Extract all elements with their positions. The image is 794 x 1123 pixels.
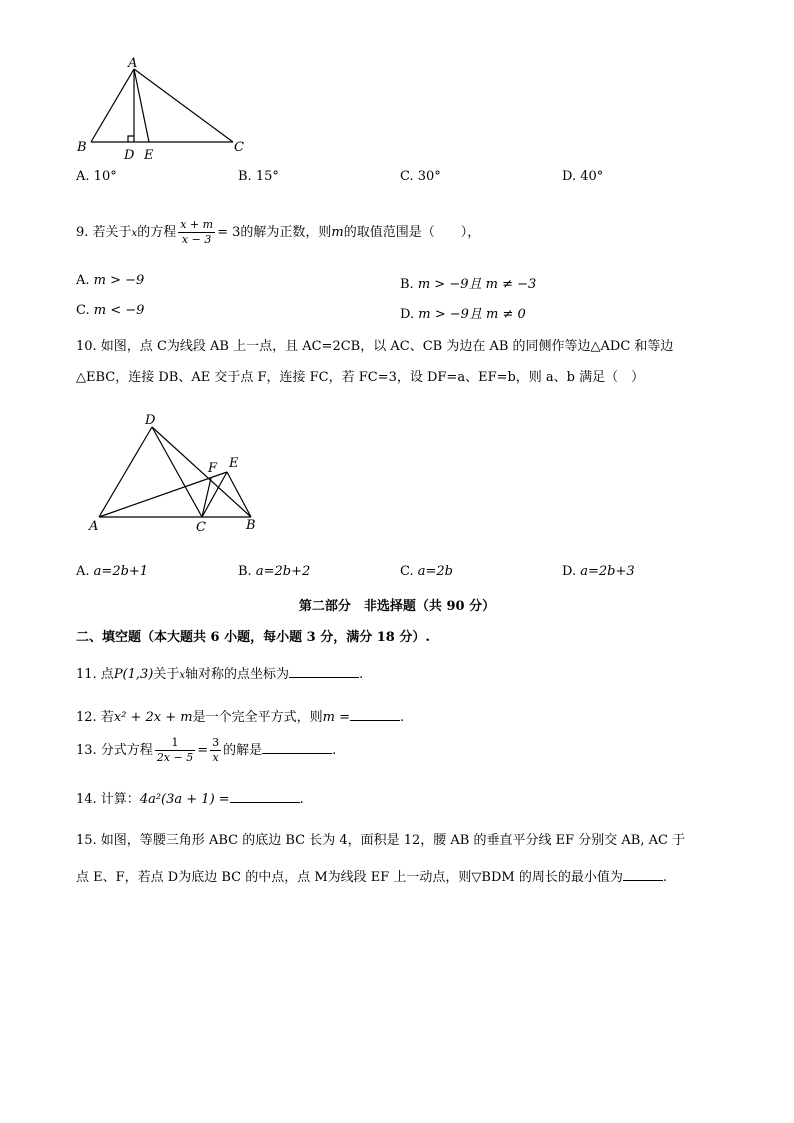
q11-answer-blank[interactable] (289, 665, 359, 678)
q8-figure (70, 55, 260, 165)
label-b: B (246, 518, 256, 533)
q15-line2: 点 E、F，若点 D为底边 BC 的中点，点 M为线段 EF 上一动点，则▽BDM 的周长的最小值为 . (76, 870, 667, 885)
right-angle-mark (128, 136, 134, 142)
q14-answer-blank[interactable] (230, 790, 300, 803)
q10-stem-line1: 10. 如图，点 C为线段 AB 上一点，且 AC=2CB，以 AC、CB 为边在 AB 的同侧作等边△ADC 和等边 (76, 339, 674, 354)
segment-ab (91, 69, 134, 142)
label-a: A (89, 519, 99, 534)
q8-option-a: A. 10° (76, 169, 117, 184)
part2-title: 第二部分 非选择题（共 90 分） (298, 599, 496, 614)
segment-fc (202, 478, 211, 517)
q9-option-d: D. m > −9且 m ≠ 0 (400, 307, 526, 322)
segment-ae (134, 69, 149, 142)
label-e: E (144, 148, 154, 163)
section2-title: 二、填空题（本大题共 6 小题，每小题 3 分，满分 18 分）. (76, 630, 430, 645)
q10-stem-line2: △EBC，连接 DB、AE 交于点 F，连接 FC，若 FC=3，设 DF=a、EF=b，则 a、b 满足（ ） (76, 370, 645, 385)
q8-option-d: D. 40° (562, 169, 604, 184)
q9-option-a: A. m > −9 (76, 273, 145, 288)
label-c: C (234, 140, 244, 155)
q10-option-b: B. a=2b+2 (238, 564, 311, 579)
q13-answer-blank[interactable] (262, 741, 332, 754)
q12-answer-blank[interactable] (350, 708, 400, 721)
q13: 13. 分式方程 $\frac{1}{2x - 5}$ = $\frac{3}{x}$ 的解是 . (76, 736, 337, 764)
label-e: E (229, 456, 239, 471)
segment-ad (99, 427, 152, 517)
segment-ac (134, 69, 233, 142)
segment-eb (227, 472, 251, 517)
q11: 11. 点P(1,3)关于x轴对称的点坐标为 . (76, 667, 364, 682)
label-a: A (128, 56, 138, 71)
label-b: B (77, 140, 87, 155)
q15-line1: 15. 如图，等腰三角形 ABC 的底边 BC 长为 4，面积是 12，腰 AB 的垂直平分线 EF 分别交 AB, AC 于 (76, 833, 686, 848)
label-d: D (145, 413, 156, 428)
q10-option-a: A. a=2b+1 (76, 564, 149, 579)
label-d: D (124, 148, 135, 163)
q12: 12. 若x² + 2x + m是一个完全平方式，则m = . (76, 710, 405, 725)
q8-option-b: B. 15° (238, 169, 279, 184)
q10-option-d: D. a=2b+3 (562, 564, 635, 579)
q8-option-c: C. 30° (400, 169, 441, 184)
segment-ce (202, 472, 227, 517)
segment-dc (152, 427, 202, 517)
q9-option-c: C. m < −9 (76, 303, 145, 318)
q10-figure (85, 410, 275, 540)
q15-answer-blank[interactable] (623, 868, 663, 881)
label-f: F (208, 461, 218, 476)
q9-stem: 9. 若关于x的方程 $\frac{x + m}{x - 3}$ = 3的解为正数，则m的取值范围是（ ）， (76, 218, 481, 246)
q14: 14. 计算：4a²(3a + 1) = . (76, 792, 304, 807)
label-c: C (196, 520, 206, 535)
q10-option-c: C. a=2b (400, 564, 454, 579)
q9-option-b: B. m > −9且 m ≠ −3 (400, 277, 537, 292)
segment-db (152, 427, 251, 517)
